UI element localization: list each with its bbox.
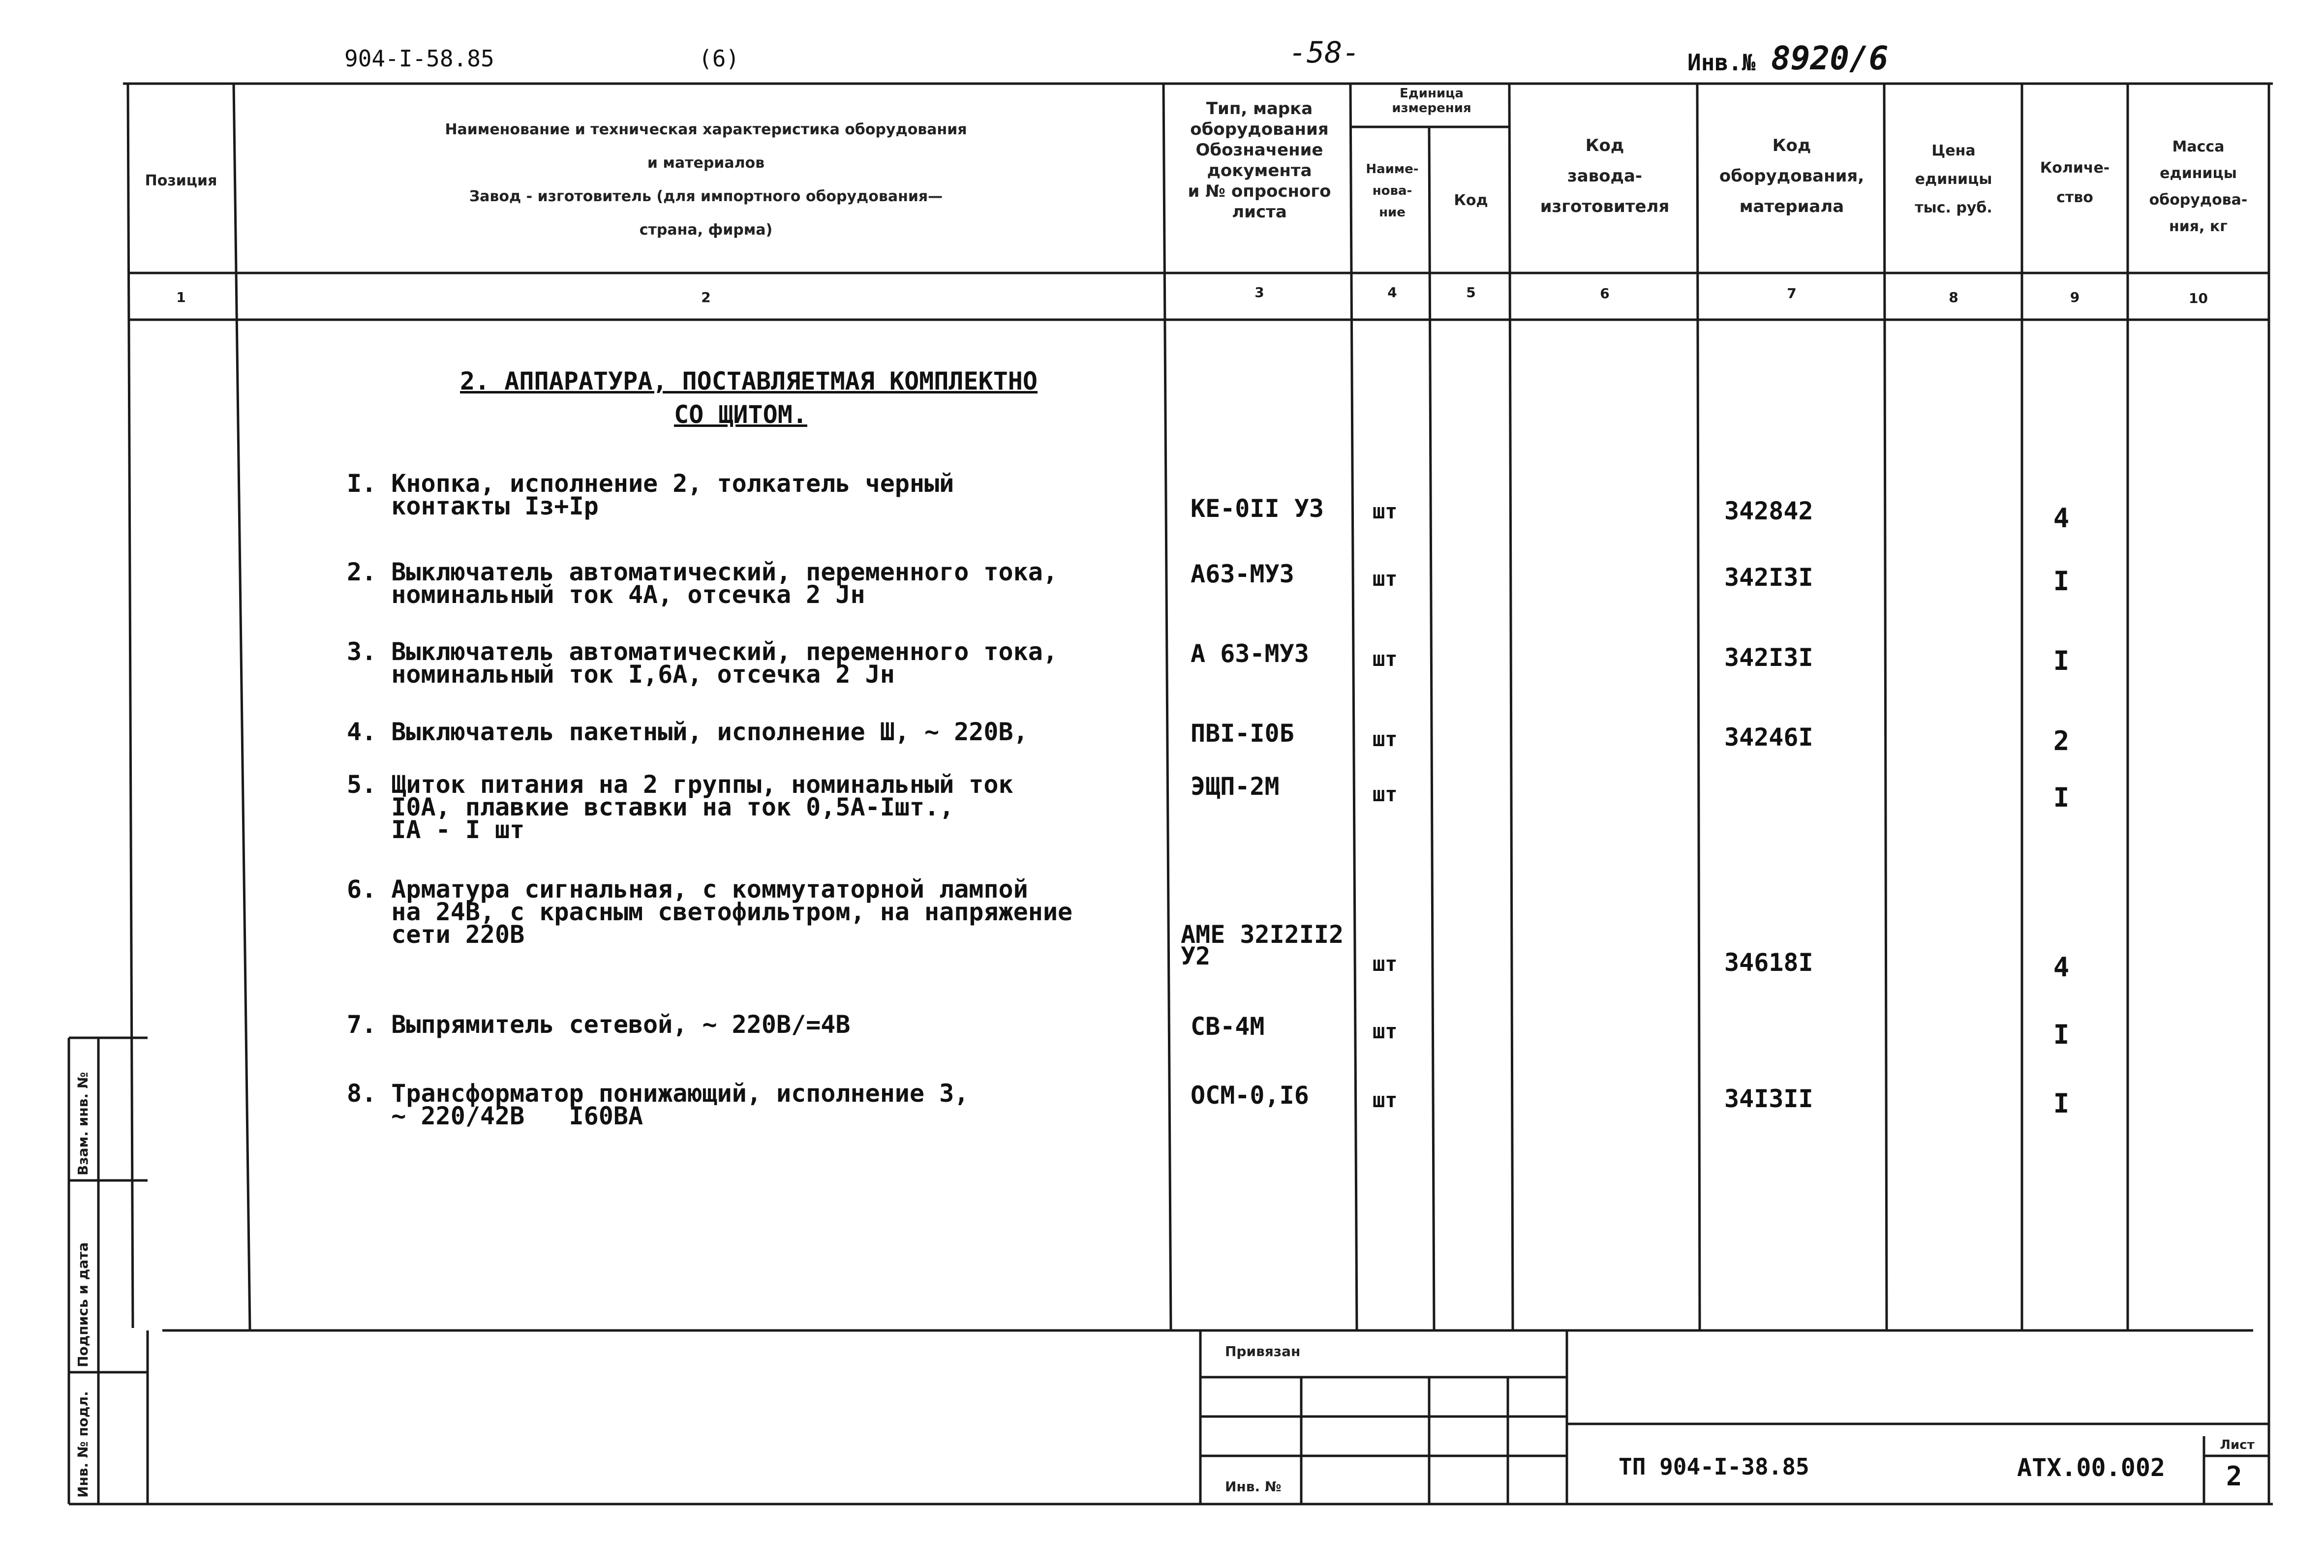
table-row-7-quantity: I	[2053, 1019, 2070, 1050]
table-row-3-code: 342I3I	[1724, 643, 1813, 672]
table-row-2-type: А63-МУ3	[1191, 560, 1294, 588]
side-inv-podl: Инв. № подл.	[75, 1391, 91, 1498]
col-unit-name-header: Наиме- нова- ние	[1366, 162, 1419, 220]
table-row-4-unit: шт	[1373, 727, 1398, 751]
col-factory-code-header: Код завода- изготовителя	[1540, 136, 1670, 216]
col-num-3: 3	[1254, 284, 1264, 301]
side-vzam-inv: Взам. инв. №	[75, 1072, 91, 1176]
col-num-5: 5	[1466, 284, 1476, 301]
col-num-8: 8	[1949, 289, 1958, 305]
stamp-project: ТП 904-I-38.85	[1619, 1453, 1809, 1480]
table-row-2-description: 2. Выключатель автоматический, переменного тока, номинальный ток 4А, отсечка 2 Jн	[347, 558, 1058, 609]
table-row-1-quantity: 4	[2053, 503, 2070, 534]
table-row-8-unit: шт	[1373, 1088, 1398, 1112]
col-num-4: 4	[1387, 284, 1397, 301]
table-row-2-quantity: I	[2053, 566, 2070, 597]
table-row-2-unit: шт	[1373, 567, 1398, 591]
table-row-5-description: 5. Щиток питания на 2 группы, номинальный ток I0А, плавкие вставки на ток 0,5А-Iшт., IА - I шт	[347, 770, 1013, 844]
table-row-3-unit: шт	[1373, 647, 1398, 671]
table-row-7-type: СВ-4М	[1191, 1012, 1265, 1041]
col-type-header: Тип, марка оборудования Обозначение документа и № опросного листа	[1188, 99, 1331, 222]
stamp-sheet-label: Лист	[2220, 1438, 2255, 1452]
stamp-designation: АТХ.00.002	[2017, 1453, 2166, 1482]
table-row-6-description: 6. Арматура сигнальная, с коммутаторной лампой на 24В, с красным светофильтром, на напряжение сети 220В	[347, 875, 1073, 949]
table-row-4-code: 34246I	[1724, 723, 1813, 752]
table-row-1-unit: шт	[1373, 499, 1398, 523]
stamp-sheet-number: 2	[2226, 1461, 2242, 1492]
table-row-6-unit: шт	[1373, 952, 1398, 976]
table-row-8-description: 8. Трансформатор понижающий, исполнение 3, ~ 220/42В I60ВА	[347, 1079, 969, 1130]
table-row-8-type: ОСМ-0,I6	[1191, 1081, 1309, 1110]
inventory-label: Инв.№	[1687, 49, 1756, 76]
table-row-8-code: 34I3II	[1724, 1085, 1813, 1113]
col-mass-header: Масса единицы оборудова- ния, кг	[2149, 138, 2248, 235]
col-num-10: 10	[2189, 290, 2208, 306]
col-num-9: 9	[2070, 289, 2080, 305]
table-row-8-quantity: I	[2053, 1088, 2070, 1119]
stamp-inv-no: Инв. №	[1225, 1478, 1282, 1495]
col-equipment-code-header: Код оборудования, материала	[1719, 136, 1865, 216]
table-row-5-unit: шт	[1373, 782, 1398, 806]
col-price-header: Цена единицы тыс. руб.	[1915, 142, 1992, 216]
table-row-5-type: ЭЩП-2М	[1191, 772, 1280, 801]
col-unit-code-header: Код	[1454, 192, 1488, 209]
section-title: 2. АППАРАТУРА, ПОСТАВЛЯЕТМАЯ КОМПЛЕКТНО	[460, 367, 1038, 395]
table-row-6-type: АМЕ 32I2II2 У2	[1181, 920, 1344, 970]
page-mark: -58-	[1289, 35, 1360, 70]
col-quantity-header: Количе- ство	[2040, 159, 2110, 206]
col-num-1: 1	[176, 289, 186, 305]
part-number: (6)	[699, 45, 740, 72]
table-row-3-description: 3. Выключатель автоматический, переменного тока, номинальный ток I,6А, отсечка 2 Jн	[347, 637, 1058, 689]
table-row-1-code: 342842	[1724, 497, 1813, 525]
col-name-header: Наименование и техническая характеристика оборудования и материалов Завод - изготовитель (для импортного оборудования— страна, фирма)	[445, 121, 967, 239]
inventory-number: 8920/6	[1771, 39, 1889, 77]
table-row-5-quantity: I	[2053, 782, 2070, 813]
table-row-3-quantity: I	[2053, 645, 2070, 676]
table-row-3-type: А 63-МУ3	[1191, 639, 1309, 668]
table-row-1-type: КЕ-0II У3	[1191, 494, 1324, 523]
section-title-cont: СО ЩИТОМ.	[674, 400, 807, 429]
table-row-7-description: 7. Выпрямитель сетевой, ~ 220В/=4В	[347, 1010, 851, 1039]
table-row-4-description: 4. Выключатель пакетный, исполнение Ш, ~ 220В,	[347, 718, 1028, 746]
stamp-privyazan: Привязан	[1225, 1343, 1301, 1359]
table-row-2-code: 342I3I	[1724, 563, 1813, 592]
table-row-1-description: I. Кнопка, исполнение 2, толкатель черный контакты Iз+Iр	[347, 469, 954, 520]
doc-code: 904-I-58.85	[344, 45, 494, 72]
unit-group-header: Единица измерения	[1392, 86, 1471, 116]
table-row-6-code: 34618I	[1724, 948, 1813, 977]
col-num-7: 7	[1787, 285, 1797, 302]
side-podpis-data: Подпись и дата	[75, 1242, 91, 1367]
table-row-4-quantity: 2	[2053, 725, 2070, 756]
table-row-7-unit: шт	[1373, 1019, 1398, 1043]
table-row-6-quantity: 4	[2053, 952, 2070, 983]
table-row-4-type: ПВI-I0Б	[1191, 719, 1294, 748]
col-position-header: Позиция	[145, 172, 217, 189]
col-num-6: 6	[1600, 285, 1610, 302]
col-num-2: 2	[701, 289, 711, 305]
